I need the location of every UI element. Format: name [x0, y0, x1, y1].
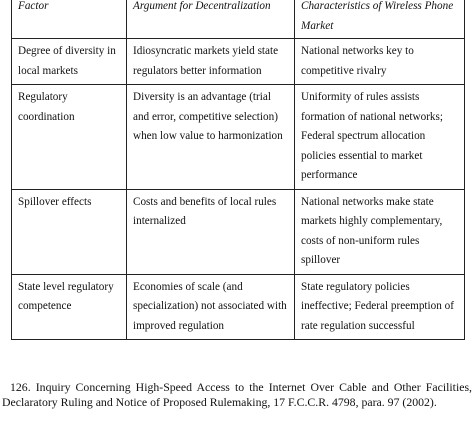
cell-argument: Diversity is an advantage (trial and error, competitive selection) when low value to harmonization	[127, 85, 295, 190]
cell-factor: State level regulatory competence	[12, 274, 127, 340]
cell-argument: Idiosyncratic markets yield state regulators better information	[127, 39, 295, 85]
cell-argument: Costs and benefits of local rules internalized	[127, 189, 295, 274]
header-characteristics: Characteristics of Wireless Phone Market	[295, 0, 465, 39]
cell-factor: Spillover effects	[12, 189, 127, 274]
table-row	[12, 39, 465, 85]
footnote-number: 126.	[10, 380, 31, 394]
header-argument: Argument for Decentralization	[127, 0, 295, 39]
cell-argument: Economies of scale (and specialization) not associated with improved regulation	[127, 274, 295, 340]
table-row	[12, 85, 465, 190]
header-factor: Factor	[12, 0, 127, 39]
cell-characteristics: National networks key to competitive rivalry	[295, 39, 465, 85]
table-row	[12, 274, 465, 340]
footnote	[2, 380, 472, 410]
cell-characteristics: Uniformity of rules assists formation of national networks; Federal spectrum allocation policies essential to market performance	[295, 85, 465, 190]
cell-factor: Regulatory coordination	[12, 85, 127, 190]
cell-factor: Degree of diversity in local markets	[12, 39, 127, 85]
footnote-text: Inquiry Concerning High-Speed Access to the Internet Over Cable and Other Facilities, Declaratory Ruling and Notice of Proposed Rulemaking, 17 F.C.C.R. 4798, para. 97 (2002).	[2, 380, 473, 409]
table-header-row	[12, 0, 465, 39]
table-row	[12, 189, 465, 274]
cell-characteristics: National networks make state markets highly complementary, costs of non-uniform rules spillover	[295, 189, 465, 274]
decentralization-factors-table	[11, 0, 465, 340]
cell-characteristics: State regulatory policies ineffective; Federal preemption of rate regulation successful	[295, 274, 465, 340]
